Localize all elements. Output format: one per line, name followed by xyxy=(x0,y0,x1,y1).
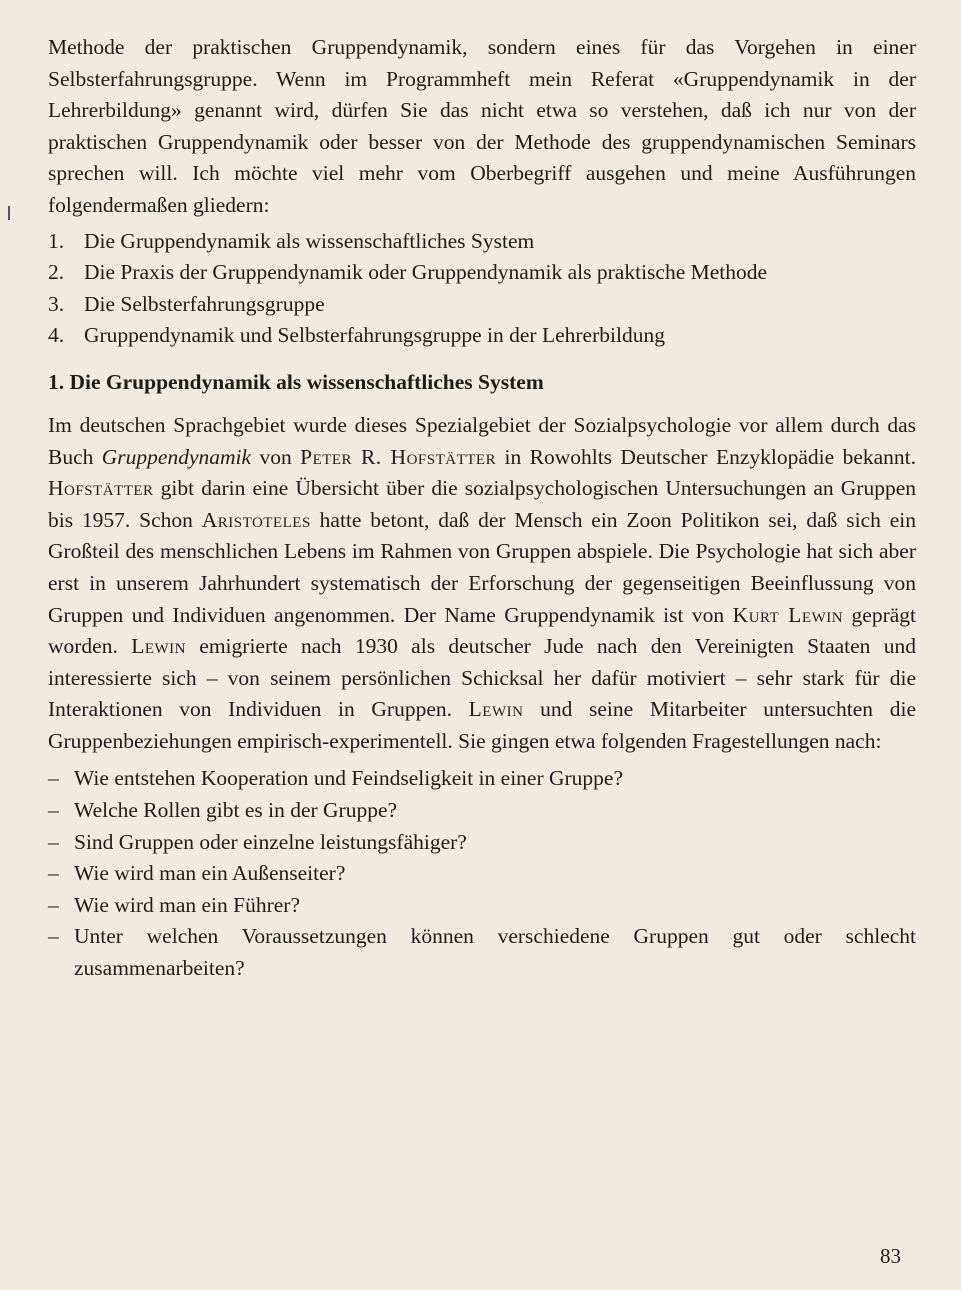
author-name: Lewin xyxy=(131,634,186,659)
question-text: Wie wird man ein Außenseiter? xyxy=(74,861,346,886)
dash-bullet: – xyxy=(48,924,59,949)
question-text: Unter welchen Voraussetzungen können verschiedene Gruppen gut oder schlecht zusammenarbeiten? xyxy=(74,924,916,981)
question-item xyxy=(48,858,916,890)
author-name: Lewin xyxy=(468,697,524,722)
outline-list xyxy=(48,226,916,352)
body-text: von xyxy=(251,444,301,469)
dash-bullet: – xyxy=(48,861,59,886)
outline-item xyxy=(48,320,916,352)
author-name: Peter R. Hofstätter xyxy=(300,444,497,469)
outline-text: Die Gruppendynamik als wissenschaftliches System xyxy=(84,228,535,253)
question-text: Wie entstehen Kooperation und Feindseligkeit in einer Gruppe? xyxy=(74,766,624,791)
section-heading: 1. Die Gruppendynamik als wissenschaftliches System xyxy=(48,369,544,394)
body-text: emigrierte nach 1930 als deutscher Jude nach den Vereinigten Staaten und interessierte sich – von seinem persönlichen Schicksal her dafür motiviert – sehr stark für die Interaktionen von Individuen in Gruppen. xyxy=(48,634,916,722)
question-item xyxy=(48,763,916,795)
outline-number: 3. xyxy=(48,291,65,316)
question-list xyxy=(48,763,916,984)
body-paragraph xyxy=(48,410,916,758)
body-text: und seine Mitarbeiter untersuchten die Gruppenbeziehungen empirisch-experimentell. Sie gingen etwa folgenden Fragestellungen nach: xyxy=(48,697,916,753)
margin-mark xyxy=(8,206,10,220)
dash-bullet: – xyxy=(48,798,59,823)
outline-number: 2. xyxy=(48,260,65,285)
question-text: Wie wird man ein Führer? xyxy=(74,892,301,917)
question-text: Sind Gruppen oder einzelne leistungsfähiger? xyxy=(74,829,467,854)
dash-bullet: – xyxy=(48,766,59,791)
page-number: 83 xyxy=(880,1244,901,1268)
intro-paragraph: Methode der praktischen Gruppendynamik, sondern eines für das Vorgehen in einer Selbsterfahrungsgruppe. Wenn im Programmheft mein Referat «Gruppendynamik in der Lehrerbildung» genannt wird, dürfen Sie das nicht etwa so verstehen, daß ich nur von der praktischen Gruppendynamik oder besser von der Methode des gruppendynamischen Seminars sprechen will. Ich möchte viel mehr vom Oberbegriff ausgehen und meine Ausführungen folgendermaßen gliedern: xyxy=(48,35,916,217)
dash-bullet: – xyxy=(48,829,59,854)
outline-text: Die Praxis der Gruppendynamik oder Gruppendynamik als praktische Methode xyxy=(84,260,768,285)
page-content xyxy=(48,32,916,985)
body-text: hatte betont, daß der Mensch ein Zoon Politikon sei, daß sich ein Großteil des menschlichen Lebens im Rahmen von Gruppen abspiele. Die Psychologie hat sich aber erst in unserem Jahrhundert systematisch der Erforschung der gegenseitigen Beeinflussung von Gruppen und Individuen angenommen. Der Name Gruppendynamik ist von xyxy=(48,507,916,627)
body-text: geprägt worden. xyxy=(48,602,917,659)
author-name: Aristoteles xyxy=(201,507,311,532)
dash-bullet: – xyxy=(48,892,59,917)
outline-text: Die Selbsterfahrungsgruppe xyxy=(84,291,325,316)
body-text: Im deutschen Sprachgebiet wurde dieses Spezialgebiet der Sozialpsychologie vor allem durch das Buch xyxy=(48,412,916,469)
question-item xyxy=(48,921,916,984)
outline-item xyxy=(48,226,916,258)
question-item xyxy=(48,890,916,922)
author-name: Hofstätter xyxy=(48,476,154,501)
outline-number: 1. xyxy=(48,228,65,253)
outline-number: 4. xyxy=(48,323,65,348)
body-text: gibt darin eine Übersicht über die sozialpsychologischen Untersuchungen an Gruppen bis 1957. Schon xyxy=(48,476,916,532)
question-item xyxy=(48,827,916,859)
question-text: Welche Rollen gibt es in der Gruppe? xyxy=(74,798,398,823)
question-item xyxy=(48,795,916,827)
body-text: in Rowohlts Deutscher Enzyklopädie bekannt. xyxy=(496,444,917,469)
outline-item xyxy=(48,289,916,321)
book-title: Gruppendynamik xyxy=(101,444,252,469)
author-name: Kurt Lewin xyxy=(732,602,844,627)
outline-item xyxy=(48,257,916,289)
outline-text: Gruppendynamik und Selbsterfahrungsgruppe in der Lehrerbildung xyxy=(84,323,665,348)
